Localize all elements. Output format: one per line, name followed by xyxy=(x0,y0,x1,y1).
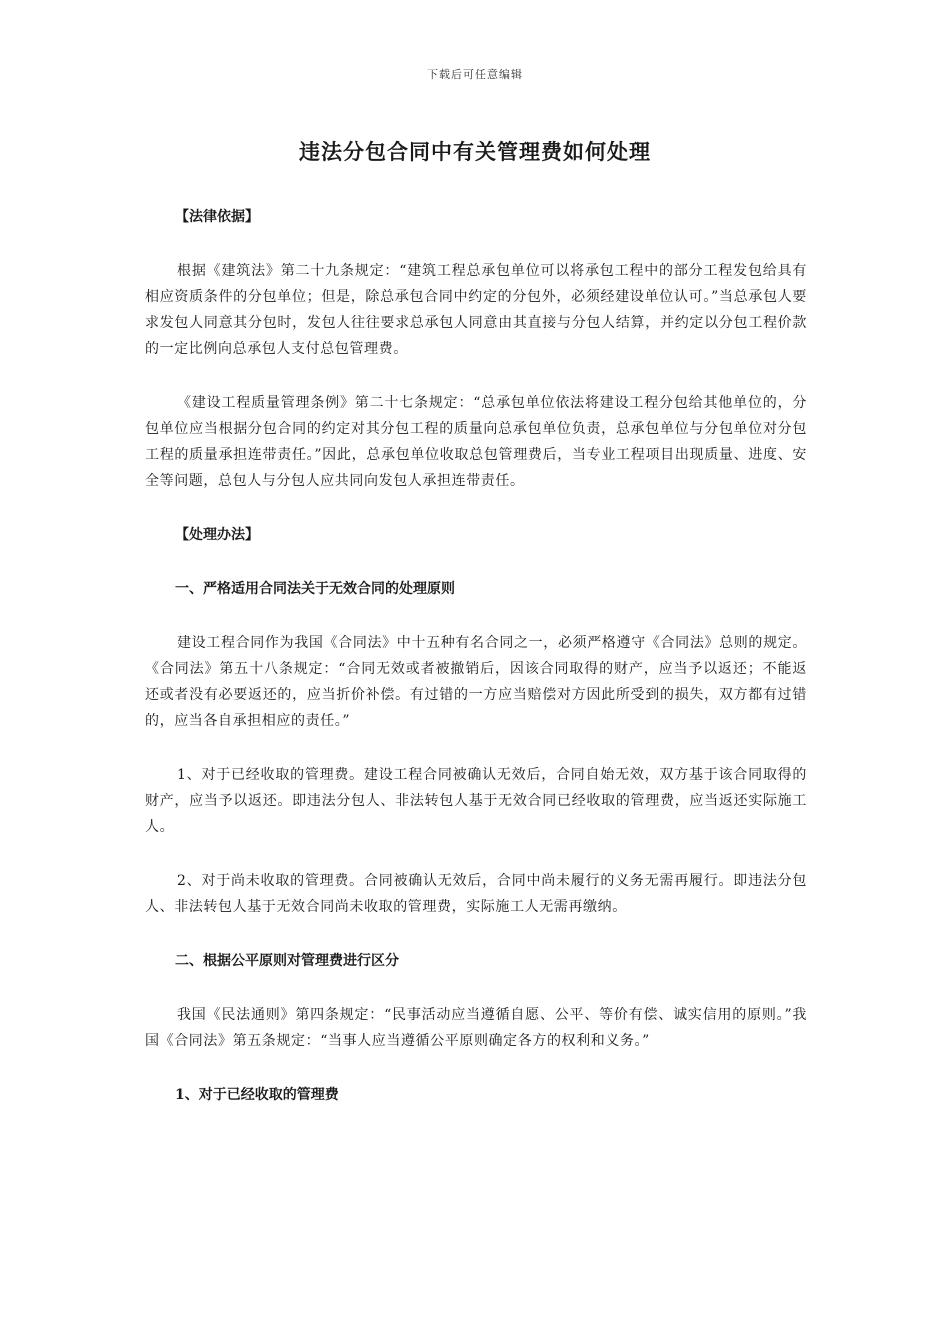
document-title: 违法分包合同中有关管理费如何处理 xyxy=(299,139,651,164)
page-header-note: 下载后可任意编辑 xyxy=(427,68,523,81)
section-heading-legal-basis: 【法律依据】 xyxy=(175,209,259,225)
section-heading-handling: 【处理办法】 xyxy=(175,527,259,543)
paragraph-uncollected-fees: 2、对于尚未收取的管理费。合同被确认无效后，合同中尚未履行的义务无需再履行。即违法分包人、非法转包人基于无效合同尚未收取的管理费，实际施工人无需再缴纳。 xyxy=(145,873,807,915)
subheading-invalid-contract-principle: 一、严格适用合同法关于无效合同的处理原则 xyxy=(175,581,455,597)
subheading-collected-fees: 1、对于已经收取的管理费 xyxy=(175,1087,339,1103)
paragraph-civil-law-principles: 我国《民法通则》第四条规定：“民事活动应当遵循自愿、公平、等价有偿、诚实信用的原则。”我国《合同法》第五条规定：“当事人应当遵循公平原则确定各方的权利和义务。” xyxy=(145,1007,807,1049)
paragraph-quality-regulation: 《建设工程质量管理条例》第二十七条规定：“总承包单位依法将建设工程分包给其他单位的，分包单位应当根据分包合同的约定对其分包工程的质量向总承包单位负责，总承包单位与分包单位对分包工程的质量承担连带责任。”因此，总承包单位收取总包管理费后，当专业工程项目出现质量、进度、安全等问题，总包人与分包人应共同向发包人承担连带责任。 xyxy=(145,395,807,489)
subheading-fairness-principle: 二、根据公平原则对管理费进行区分 xyxy=(175,953,399,969)
document-body xyxy=(145,204,807,1136)
paragraph-collected-fees: 1、对于已经收取的管理费。建设工程合同被确认无效后，合同自始无效，双方基于该合同取得的财产，应当予以返还。即违法分包人、非法转包人基于无效合同已经收取的管理费，应当返还实际施工人。 xyxy=(145,767,807,835)
paragraph-contract-law-58: 建设工程合同作为我国《合同法》中十五种有名合同之一，必须严格遵守《合同法》总则的规定。《合同法》第五十八条规定：“合同无效或者被撤销后，因该合同取得的财产，应当予以返还；不能返还或者没有必要返还的，应当折价补偿。有过错的一方应当赔偿对方因此所受到的损失，双方都有过错的，应当各自承担相应的责任。” xyxy=(145,635,807,729)
paragraph-construction-law: 根据《建筑法》第二十九条规定：“建筑工程总承包单位可以将承包工程中的部分工程发包给具有相应资质条件的分包单位；但是，除总承包合同中约定的分包外，必须经建设单位认可。”当总承包人要求发包人同意其分包时，发包人往往要求总承包人同意由其直接与分包人结算，并约定以分包工程价款的一定比例向总承包人支付总包管理费。 xyxy=(145,263,807,357)
